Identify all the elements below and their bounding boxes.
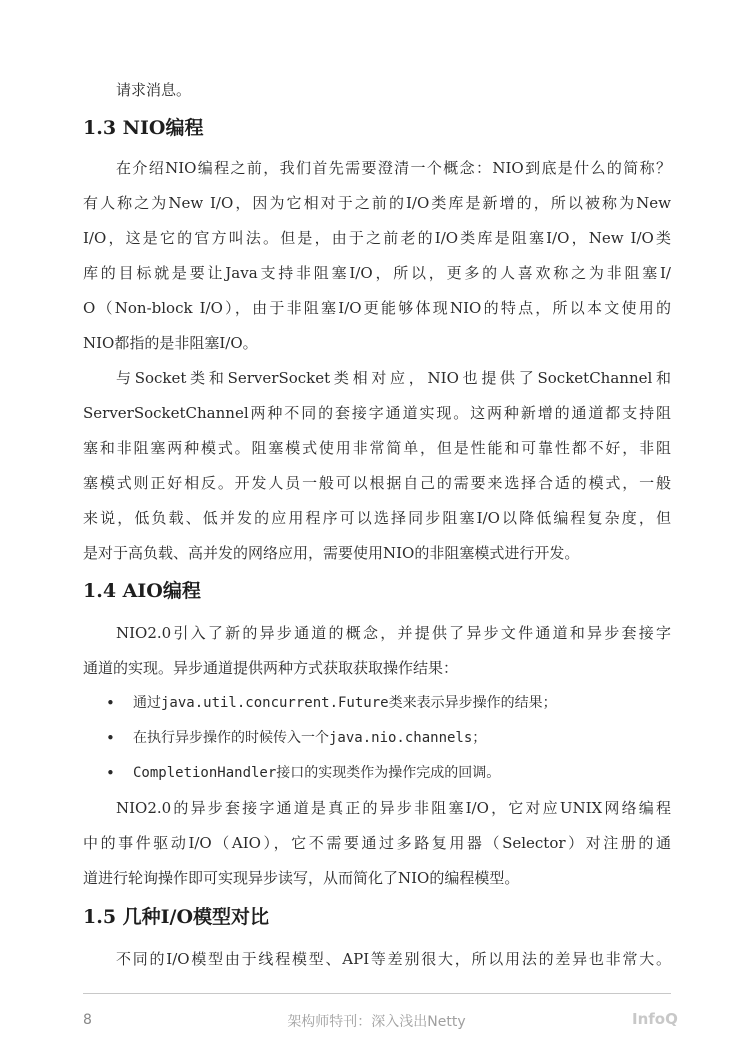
body-line: 塞模式则正好相反。开发人员一般可以根据自己的需要来选择合适的模式，一般 [83, 474, 671, 492]
list-item-text: 在执行异步操作的时候传入一个java.nio.channels； [133, 730, 487, 746]
body-line: 有人称之为New I/O，因为它相对于之前的I/O类库是新增的，所以被称为New [83, 194, 671, 212]
body-line: 与Socket类和ServerSocket类相对应，NIO也提供了SocketChannel和 [116, 369, 671, 387]
footer-divider [83, 993, 671, 994]
body-line: I/O，这是它的官方叫法。但是，由于之前老的I/O类库是阻塞I/O，New I/O类 [83, 229, 671, 247]
body-line: 库的目标就是要让Java支持非阻塞I/O，所以，更多的人喜欢称之为非阻塞I/ [83, 264, 671, 282]
bullet-icon: • [106, 694, 115, 712]
body-line: NIO2.0的异步套接字通道是真正的异步非阻塞I/O，它对应UNIX网络编程 [116, 799, 671, 817]
body-line: O（Non-block I/O），由于非阻塞I/O更能够体现NIO的特点，所以本文使用的 [83, 299, 671, 317]
body-line: 中的事件驱动I/O（AIO），它不需要通过多路复用器（Selector）对注册的通 [83, 834, 671, 852]
bullet-icon: • [106, 764, 115, 782]
body-line: 来说，低负载、低并发的应用程序可以选择同步阻塞I/O以降低编程复杂度，但 [83, 509, 671, 527]
body-line: NIO2.0引入了新的异步通道的概念，并提供了异步文件通道和异步套接字 [116, 624, 671, 642]
body-line: 是对于高负载、高并发的网络应用，需要使用NIO的非阻塞模式进行开发。 [83, 544, 580, 562]
body-line: 不同的I/O模型由于线程模型、API等差别很大，所以用法的差异也非常大。 [116, 950, 671, 968]
body-line: 通道的实现。异步通道提供两种方式获取获取操作结果： [83, 659, 459, 677]
brand-logo: InfoQ [632, 1010, 678, 1028]
body-line: NIO都指的是非阻塞I/O。 [83, 334, 258, 352]
list-item-text: CompletionHandler接口的实现类作为操作完成的回调。 [133, 765, 501, 781]
body-line: 道进行轮询操作即可实现异步读写，从而简化了NIO的编程模型。 [83, 869, 520, 887]
body-line: ServerSocketChannel两种不同的套接字通道实现。这两种新增的通道都支持阻 [83, 404, 671, 422]
bullet-icon: • [106, 729, 115, 747]
section-heading-1-5: 1.5 几种I/O模型对比 [83, 906, 270, 928]
body-line: 塞和非阻塞两种模式。阻塞模式使用非常简单，但是性能和可靠性都不好，非阻 [83, 439, 671, 457]
section-heading-1-4: 1.4 AIO编程 [83, 580, 201, 602]
list-item-text: 通过java.util.concurrent.Future类来表示异步操作的结果； [133, 695, 557, 711]
body-line: 在介绍NIO编程之前，我们首先需要澄清一个概念：NIO到底是什么的简称？ [116, 159, 671, 177]
section-heading-1-3: 1.3 NIO编程 [83, 117, 204, 139]
body-line: 请求消息。 [116, 81, 192, 99]
footer-title: 架构师特刊：深入浅出Netty [287, 1014, 466, 1030]
page-number: 8 [83, 1012, 92, 1028]
